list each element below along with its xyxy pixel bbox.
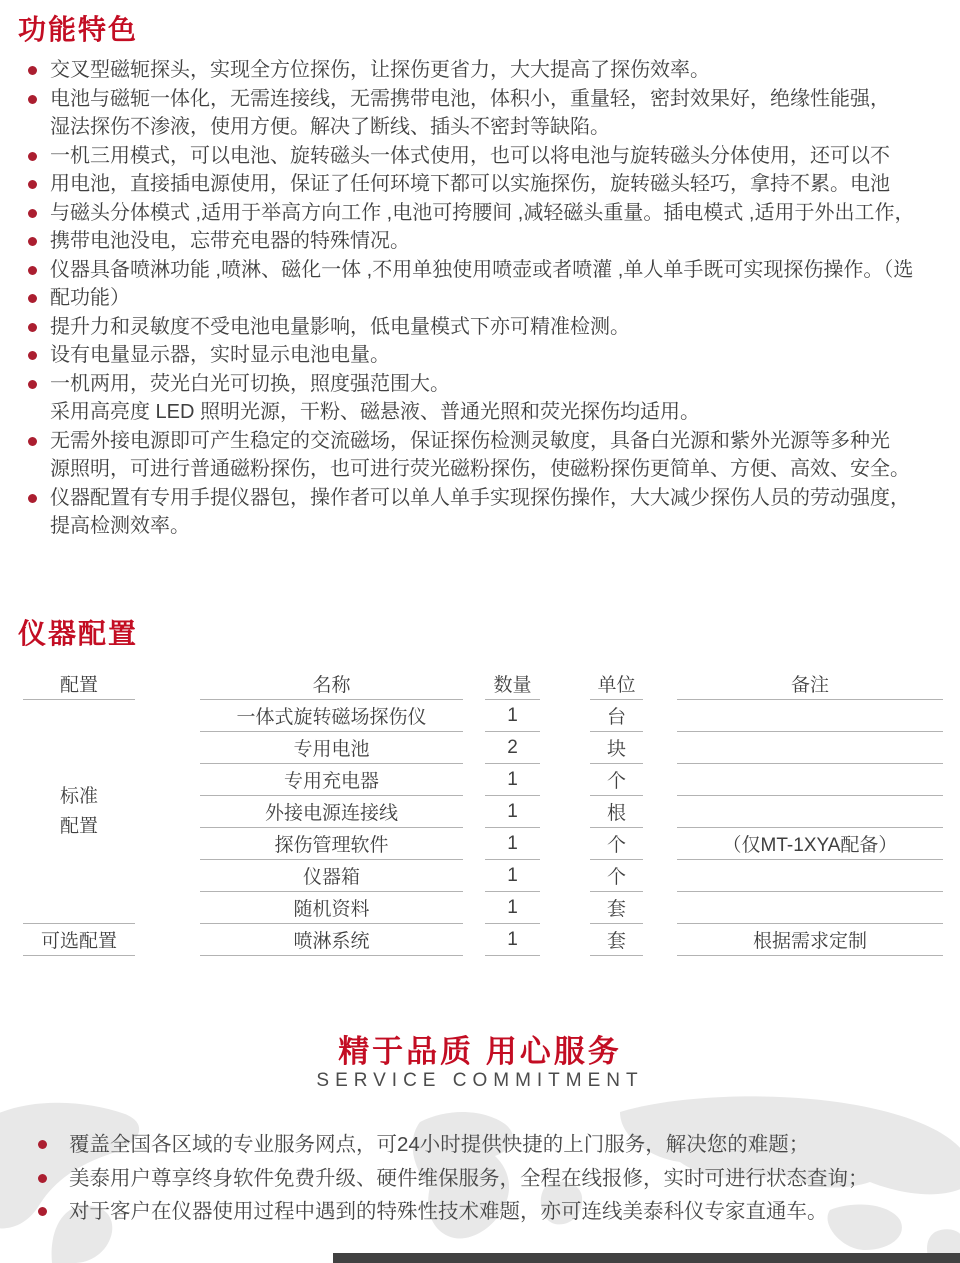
bullet-icon (38, 1207, 47, 1216)
table-body (200, 668, 943, 956)
table-row: 外接电源连接线 1 根 (200, 796, 943, 828)
bullet-icon (38, 1140, 47, 1149)
config-table (23, 668, 943, 956)
feature-text: 提高检测效率。 (50, 515, 190, 537)
table-header-row (200, 668, 943, 700)
bullet-icon (28, 351, 37, 360)
table-header-config: 配置 (23, 668, 135, 700)
feature-item (28, 370, 940, 399)
feature-item (28, 199, 940, 228)
bullet-icon (38, 1174, 47, 1183)
service-item (38, 1195, 938, 1229)
group-optional-config: 可选配置 (23, 924, 135, 956)
service-title: 精于品质 用心服务 (338, 1034, 622, 1069)
feature-text: 一机两用，荧光白光可切换，照度强范围大。 (50, 372, 450, 395)
service-item (38, 1128, 938, 1162)
table-header-unit: 单位 (590, 668, 643, 700)
feature-text: 设有电量显示器，实时显示电池电量。 (50, 344, 390, 366)
bullet-icon (28, 323, 37, 332)
bullet-icon (28, 380, 37, 389)
feature-text: 与磁头分体模式 ,适用于举高方向工作 ,电池可挎腰间 ,减轻磁头重量。插电模式 ,适用于外出工作， (50, 201, 915, 224)
table-row: 喷淋系统 1 套 根据需求定制 (200, 924, 943, 956)
feature-text: 配功能） (50, 287, 130, 309)
feature-item (28, 341, 940, 370)
feature-text: 源照明，可进行普通磁粉探伤，也可进行荧光磁粉探伤，使磁粉探伤更简单、方便、高效、安全。 (50, 458, 910, 480)
feature-item (28, 85, 940, 114)
feature-item (28, 455, 940, 484)
features-heading: 功能特色 (18, 14, 139, 45)
feature-text: 无需外接电源即可产生稳定的交流磁场，保证探伤检测灵敏度，具备白光源和紫外光源等多种光 (50, 429, 890, 452)
table-row: 随机资料 1 套 (200, 892, 943, 924)
feature-item (28, 284, 940, 313)
feature-item (28, 427, 940, 456)
table-header-remark: 备注 (677, 668, 943, 700)
table-row: 仪器箱 1 个 (200, 860, 943, 892)
feature-text: 电池与磁轭一体化，无需连接线，无需携带电池，体积小，重量轻，密封效果好，绝缘性能强， (50, 87, 890, 110)
bullet-icon (28, 180, 37, 189)
bullet-icon (28, 66, 37, 75)
feature-item (28, 227, 940, 256)
feature-item (28, 256, 940, 285)
feature-item (28, 512, 940, 541)
bullet-icon (28, 266, 37, 275)
feature-item (28, 56, 940, 85)
table-row: 专用充电器 1 个 (200, 764, 943, 796)
service-item (38, 1162, 938, 1196)
feature-item (28, 484, 940, 513)
table-header-name: 名称 (200, 668, 463, 700)
bullet-icon (28, 237, 37, 246)
features-list (28, 56, 940, 541)
feature-text: 用电池，直接插电源使用，保证了任何环境下都可以实施探伤，旋转磁头轻巧，拿持不累。电池 (50, 173, 890, 195)
service-text: 美泰用户尊享终身软件免费升级、硬件维保服务，全程在线报修，实时可进行状态查询； (69, 1166, 869, 1190)
table-row: 一体式旋转磁场探伤仪 1 台 (200, 700, 943, 732)
feature-text: 携带电池没电，忘带充电器的特殊情况。 (50, 230, 410, 252)
bullet-icon (28, 152, 37, 161)
footer-dark-bar (333, 1253, 960, 1263)
service-subtitle: SERVICE COMMITMENT (316, 1070, 644, 1091)
table-header-qty: 数量 (485, 668, 540, 700)
group-standard-config: 标准配置 (23, 700, 135, 924)
feature-item (28, 170, 940, 199)
feature-text: 交叉型磁轭探头，实现全方位探伤，让探伤更省力，大大提高了探伤效率。 (50, 59, 710, 81)
table-row: 专用电池 2 块 (200, 732, 943, 764)
feature-text: 仪器配置有专用手提仪器包，操作者可以单人单手实现探伤操作，大大减少探伤人员的劳动强度， (50, 486, 910, 509)
bullet-icon (28, 494, 37, 503)
feature-text: 仪器具备喷淋功能 ,喷淋、磁化一体 ,不用单独使用喷壶或者喷灌 ,单人单手既可实现探伤操作。（选 (50, 258, 914, 281)
bullet-icon (28, 95, 37, 104)
feature-text: 一机三用模式，可以电池、旋转磁头一体式使用，也可以将电池与旋转磁头分体使用，还可以不 (50, 144, 890, 167)
config-heading: 仪器配置 (18, 618, 139, 649)
bullet-icon (28, 437, 37, 446)
feature-item (28, 398, 940, 427)
service-text: 覆盖全国各区域的专业服务网点，可24小时提供快捷的上门服务，解决您的难题； (69, 1133, 810, 1156)
feature-text: 采用高亮度 LED 照明光源，干粉、磁悬液、普通光照和荧光探伤均适用。 (50, 401, 701, 423)
feature-text: 提升力和灵敏度不受电池电量影响，低电量模式下亦可精准检测。 (50, 315, 630, 338)
config-column (23, 668, 135, 956)
bullet-icon (28, 209, 37, 218)
feature-text: 湿法探伤不渗液，使用方便。解决了断线、插头不密封等缺陷。 (50, 116, 610, 138)
table-row: 探伤管理软件 1 个 （仅MT-1XYA配备） (200, 828, 943, 860)
feature-item (28, 313, 940, 342)
bullet-icon (28, 294, 37, 303)
feature-item (28, 142, 940, 171)
service-text: 对于客户在仪器使用过程中遇到的特殊性技术难题，亦可连线美泰科仪专家直通车。 (69, 1200, 828, 1223)
feature-item (28, 113, 940, 142)
service-list (38, 1128, 938, 1229)
